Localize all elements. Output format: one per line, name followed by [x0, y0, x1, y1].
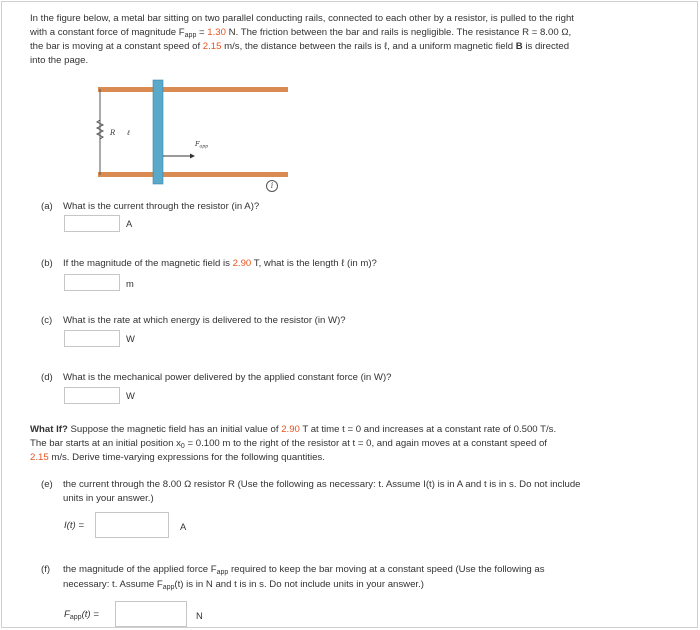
bottom-rail	[98, 172, 288, 177]
problem-line-2: with a constant force of magnitude $F_{app} = 1.30$ N. The friction between the bar and rails is negligible. The resistance R = 8.00 Ω,	[30, 26, 572, 39]
initial-field-value: 2.90	[281, 424, 300, 435]
problem-line-4: into the page.	[30, 54, 89, 66]
unit-d: W	[126, 390, 135, 401]
fapp-value: 1.30	[207, 26, 226, 38]
speed-value: 2.15	[202, 41, 222, 52]
field-value-b: 2.90	[232, 258, 252, 269]
whatif-speed-value: 2.15	[30, 452, 49, 463]
question-a: (a) What is the current through the resistor (in A)?	[41, 201, 260, 212]
metal-bar	[153, 80, 163, 184]
question-f: (f) the magnitude of the applied force $F_{app}$ required to keep the bar moving at a constant speed (Use the following as necessary: t. Assume $F_{app}(t)$ is in N and t is in s. Do not include units in your answer.)	[41, 564, 545, 591]
resistor-label: R	[110, 129, 116, 137]
unit-b: m	[126, 278, 134, 289]
what-if-block: What If? Suppose the magnetic field has an initial value of 2.90 T at time t = 0 and increases at a constant rate of 0.500 T/s. The bar starts at an initial position $x_0 = 0.100$ m to the right of the resistor at t = 0, and again moves at a constant speed of 2.15 m/s. Derive time-varying expressions for the following quantities.	[30, 424, 557, 463]
field-symbol: B	[515, 41, 523, 52]
unit-f: N	[196, 610, 203, 621]
rail-bar-figure	[90, 78, 290, 188]
answer-input-b[interactable]	[64, 274, 120, 291]
problem-statement	[30, 12, 690, 67]
what-if-heading: What If?	[30, 424, 68, 435]
question-b: (b) If the magnitude of the magnetic field is 2.90 T, what is the length ℓ (in m)?	[41, 258, 377, 269]
unit-c: W	[126, 333, 135, 344]
top-rail	[98, 87, 288, 92]
length-label: ℓ	[127, 129, 130, 137]
unit-a: A	[126, 218, 133, 229]
question-c: (c) What is the rate at which energy is delivered to the resistor (in W)?	[41, 315, 346, 326]
arrow-head-icon	[190, 154, 195, 159]
current-expression-input[interactable]	[95, 512, 169, 538]
question-e: (e) the current through the 8.00 Ω resistor R (Use the following as necessary: t. Assume I(t) is in A and t is in s. Do not include units in your answer.)	[41, 479, 581, 504]
current-expression-label: I(t) =	[64, 520, 84, 531]
force-label: $F_{app}$	[195, 140, 208, 150]
answer-input-a[interactable]	[64, 215, 120, 232]
force-expression-input[interactable]	[115, 601, 187, 627]
force-expression-label: $F_{app}(t)$ =	[64, 609, 99, 621]
answer-input-c[interactable]	[64, 330, 120, 347]
problem-line-1: In the figure below, a metal bar sitting on two parallel conducting rails, connected to each other by a resistor, is pulled to the right	[30, 13, 574, 24]
problem-line-3: the bar is moving at a constant speed of 2.15 m/s, the distance between the rails is ℓ, and a uniform magnetic field B is directed	[30, 41, 570, 52]
answer-input-d[interactable]	[64, 387, 120, 404]
unit-e: A	[180, 521, 187, 532]
question-d: (d) What is the mechanical power delivered by the applied constant force (in W)?	[41, 372, 392, 383]
info-icon[interactable]: i	[266, 180, 278, 192]
